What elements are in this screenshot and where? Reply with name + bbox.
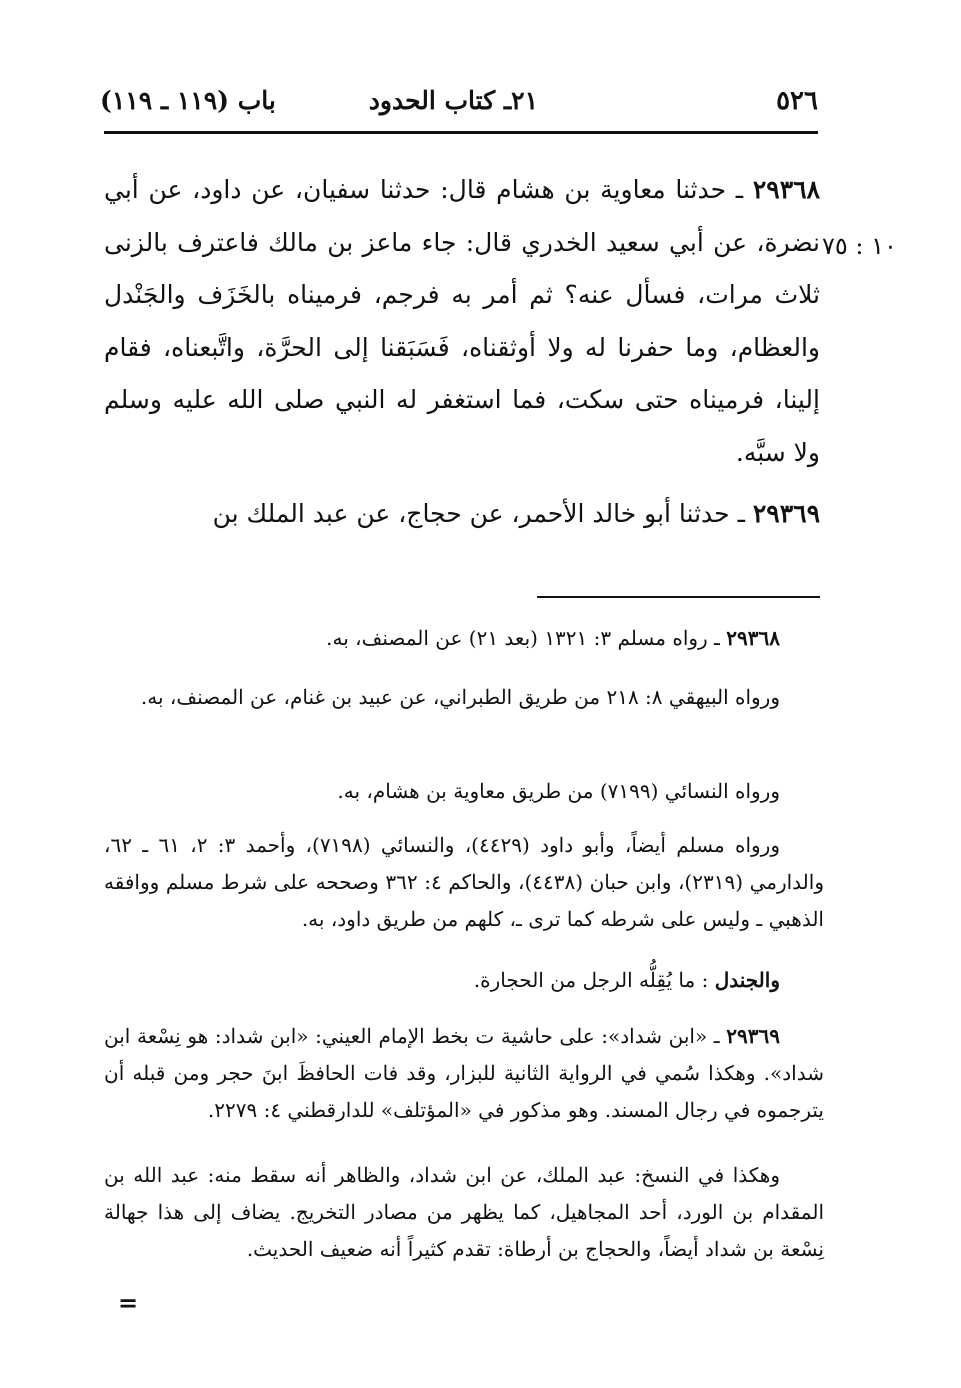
glossary-term: والجندل (714, 968, 780, 992)
footnote-text: ـ رواه مسلم ٣: ١٣٢١ (بعد ٢١) عن المصنف، به. (326, 626, 720, 650)
page-header (100, 86, 818, 126)
hadith-text: ـ حدثنا أبو خالد الأحمر، عن حجاج، عن عبد الملك بن (212, 499, 745, 528)
footnote-29368-para-2 (104, 679, 824, 716)
hadith-number: ٢٩٣٦٩ (752, 499, 820, 528)
margin-reference: ١٠ : ٧٥ (822, 232, 897, 260)
footnote-text: ورواه البيهقي ٨: ٢١٨ من طريق الطبراني، عن عبيد بن غنام، عن المصنف، به. (140, 685, 780, 709)
footnote-text: ورواه مسلم أيضاً، وأبو داود (٤٤٢٩)، والنسائي (٧١٩٨)، وأحمد ٣: ٢، ٦١ ـ ٦٢، والدارمي (٢٣١٩)، وابن حبان (٤٤٣٨)، والحاكم ٤: ٣٦٢ وصححه على شرط مسلم ووافقه الذهبي ـ وليس على شرطه كما ترى ـ، كلهم من طريق داود، به. (104, 833, 824, 931)
hadith-text: ـ حدثنا معاوية بن هشام قال: حدثنا سفيان، عن داود، عن أبي نضرة، عن أبي سعيد الخدري قال: جاء ماعز بن مالك فاعترف بالزنى ثلاث مرات، فسأل عنه؟ ثم أمر به فرجم، فرميناه بالخَزَف والجَنْدل والعظام، وما حفرنا له ولا أوثقناه، فَسَبَقنا إلى الحرَّة، واتَّبعناه، فقام إلينا، فرميناه حتى سكت، فما استغفر له النبي صلى الله عليه وسلم ولا سبَّه. (104, 175, 820, 467)
footnote-number: ٢٩٣٦٩ (726, 1024, 780, 1048)
footnote-29368-para-4 (104, 827, 824, 938)
hadith-29369 (104, 488, 820, 541)
footnote-29369-para-2 (104, 1157, 824, 1268)
continuation-mark: = (118, 1288, 139, 1317)
footnote-text: ـ «ابن شداد»: على حاشية ت بخط الإمام العيني: «ابن شداد: هو نِسْعة ابن شداد». وهكذا سُمي في الرواية الثانية للبزار، وقد فات الحافظَ ابنَ حجر ومن قبله أن يترجموه في رجال المسند. وهو مذكور في «المؤتلف» للدارقطني ٤: ٢٢٧٩. (104, 1024, 824, 1122)
footnote-29369-para-1 (104, 1018, 824, 1129)
footnote-29368-para-3 (104, 773, 824, 810)
footnote-number: ٢٩٣٦٨ (726, 626, 780, 650)
header-divider (104, 131, 818, 134)
chapter-range: باب (١١٩ ـ ١١٩) (100, 86, 276, 115)
hadith-number: ٢٩٣٦٨ (752, 175, 820, 204)
glossary-definition: : ما يُقِلُّه الرجل من الحجارة. (473, 968, 709, 992)
hadith-29368 (104, 164, 820, 479)
page-number: ٥٢٦ (776, 86, 818, 116)
footnote-text: ورواه النسائي (٧١٩٩) من طريق معاوية بن هشام، به. (337, 779, 780, 803)
footnote-29368-gloss (104, 962, 824, 999)
footnote-text: وهكذا في النسخ: عبد الملك، عن ابن شداد، والظاهر أنه سقط منه: عبد الله بن المقدام بن الورد، أحد المجاهيل، كما يظهر من مصادر التخريج. يضاف إلى هذا جهالة نِسْعة بن شداد أيضاً، والحجاج بن أرطاة: تقدم كثيراً أنه ضعيف الحديث. (104, 1163, 824, 1261)
footnote-29368-line-1 (104, 620, 824, 657)
footnote-divider (537, 596, 820, 598)
book-title: ٢١ـ كتاب الحدود (368, 86, 538, 115)
